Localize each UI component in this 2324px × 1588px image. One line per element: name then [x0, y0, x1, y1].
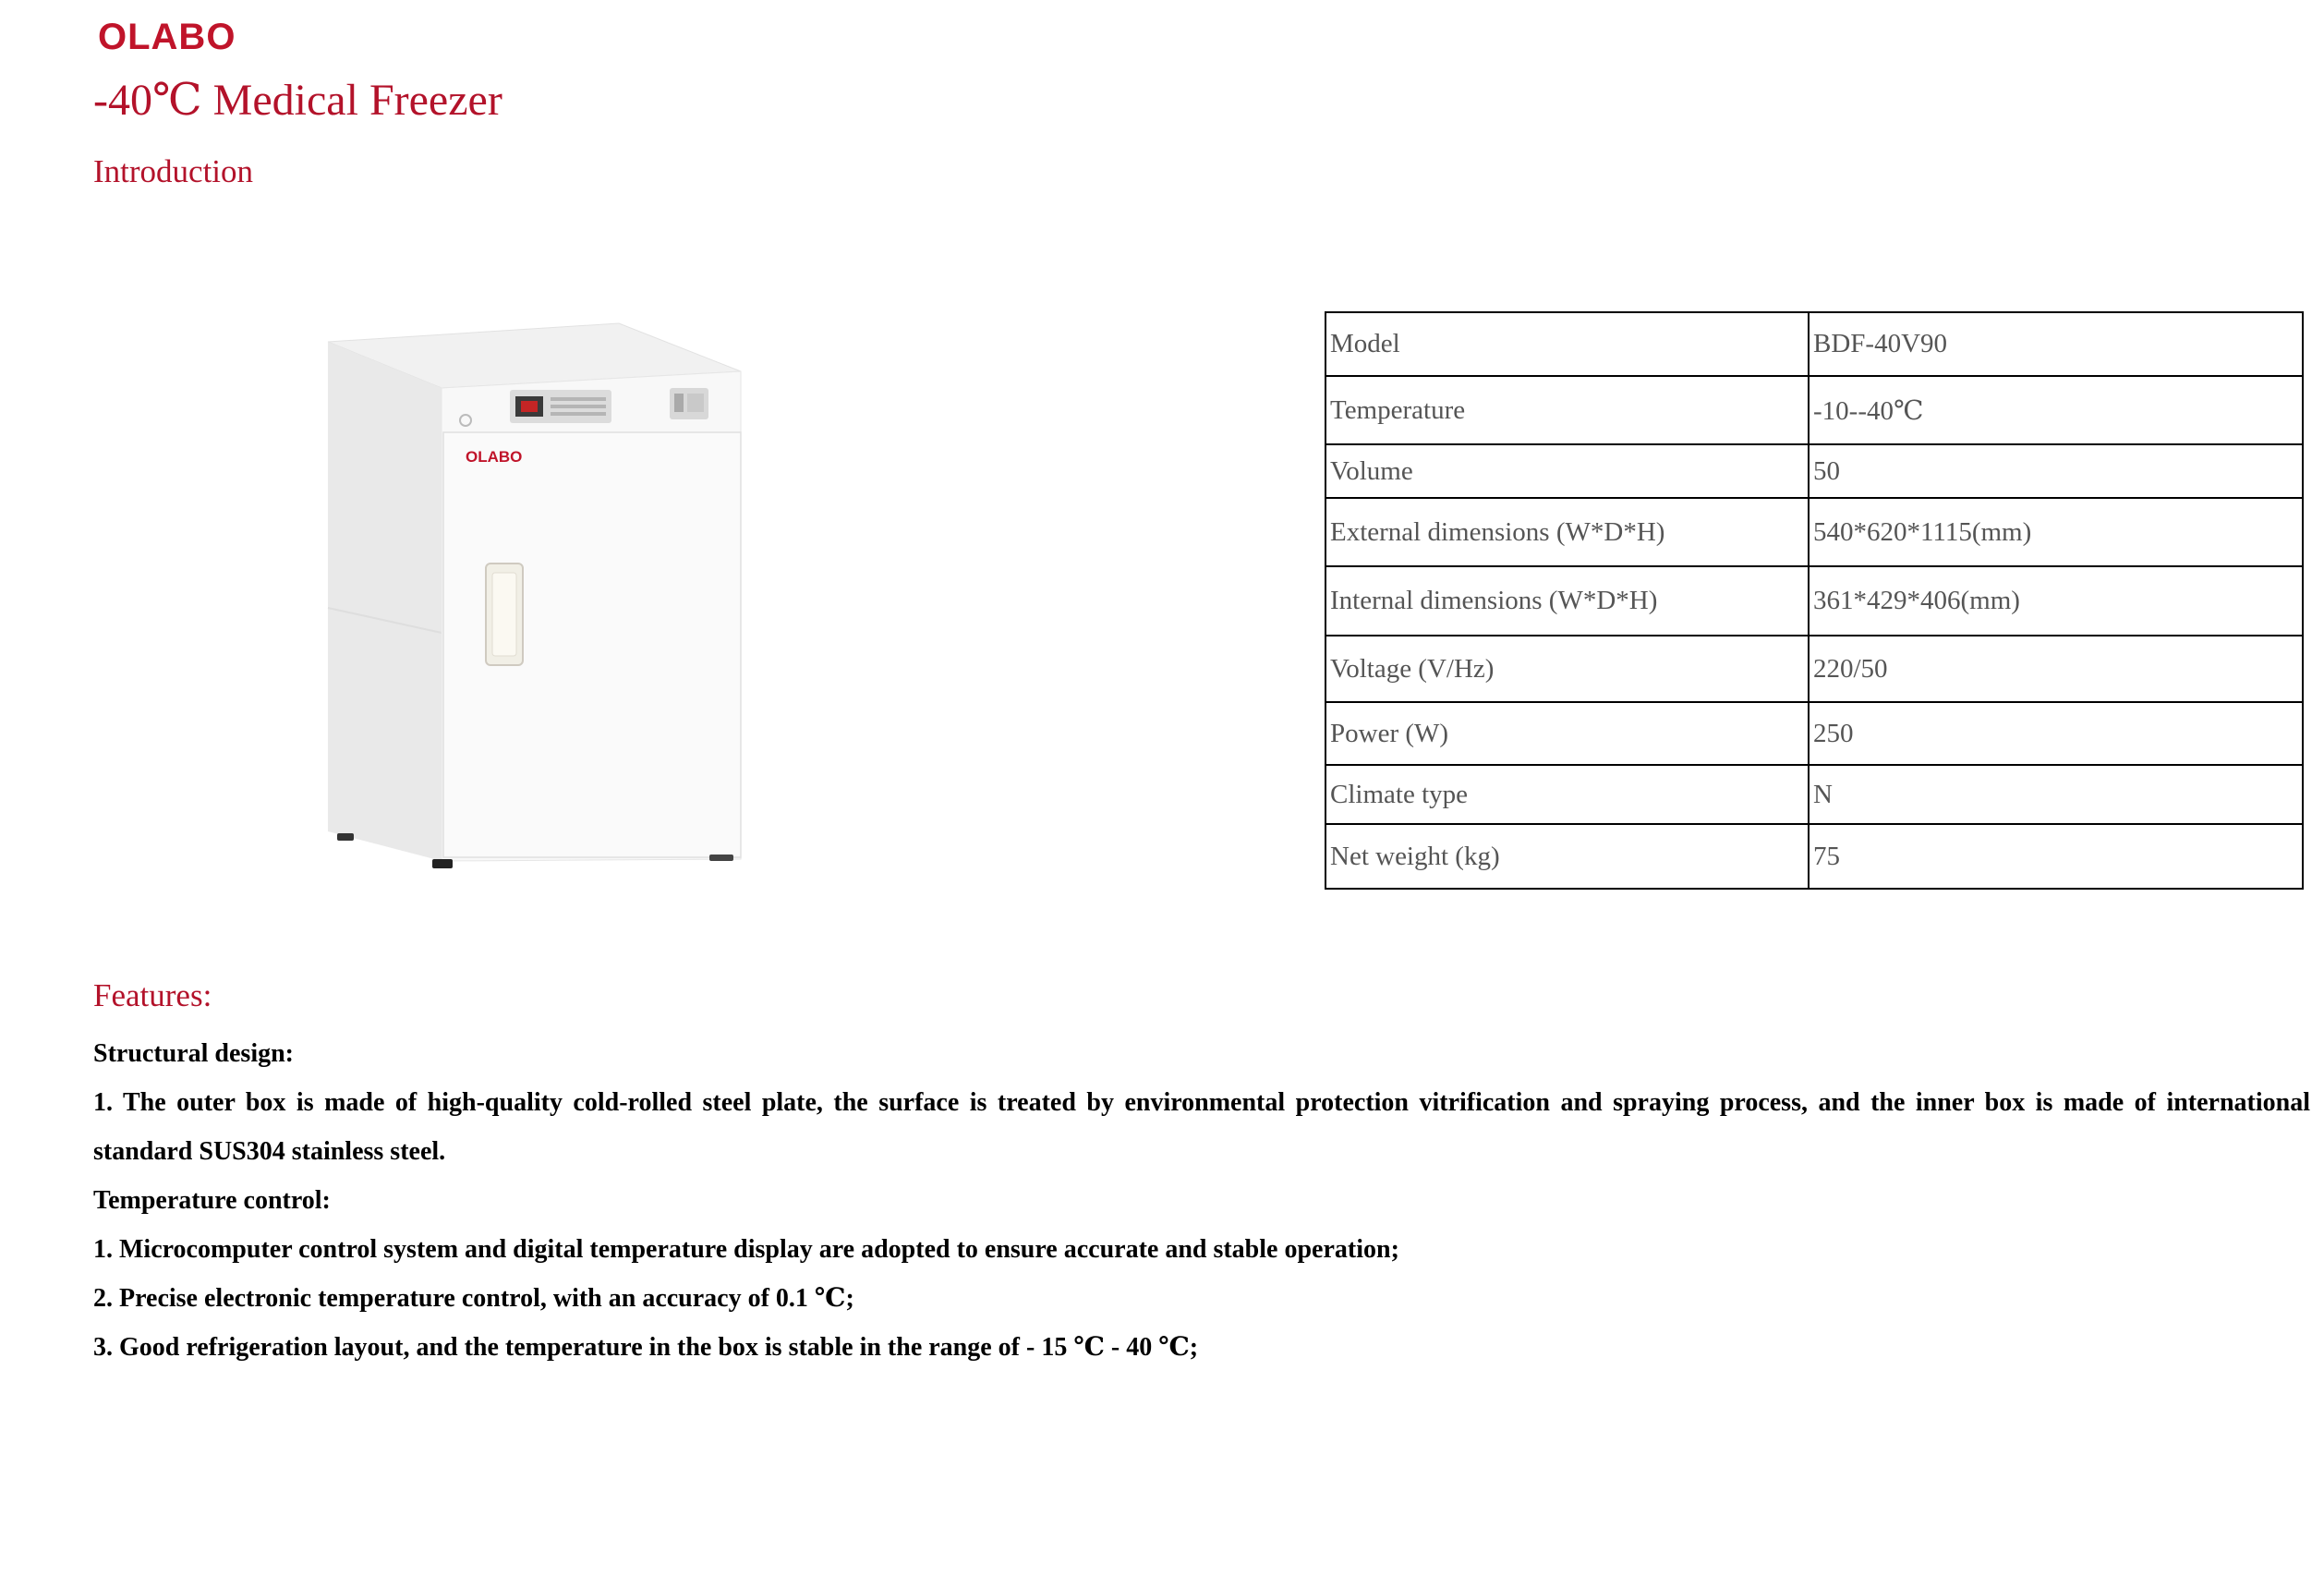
spec-label: External dimensions (W*D*H)	[1325, 498, 1809, 566]
spec-value: BDF-40V90	[1809, 312, 2303, 376]
features-list	[93, 1029, 2310, 1372]
product-image	[314, 314, 757, 887]
spec-label: Volume	[1325, 444, 1809, 498]
spec-value: 361*429*406(mm)	[1809, 566, 2303, 636]
spec-value: 540*620*1115(mm)	[1809, 498, 2303, 566]
spec-label: Climate type	[1325, 765, 1809, 824]
table-row	[1325, 376, 2303, 444]
spec-value: 220/50	[1809, 636, 2303, 702]
spec-value: 75	[1809, 824, 2303, 889]
spec-value: N	[1809, 765, 2303, 824]
page-title: -40℃ Medical Freezer	[93, 76, 502, 125]
table-row	[1325, 566, 2303, 636]
structural-item-1: 1. The outer box is made of high-quality cold-rolled steel plate, the surface is treated by environmental protection vitrification and spraying process, and the inner box is made of international	[93, 1088, 2310, 1117]
brand-logo: OLABO	[98, 17, 236, 57]
table-row	[1325, 765, 2303, 824]
structural-item-1-cont: standard SUS304 stainless steel.	[93, 1137, 446, 1166]
table-row	[1325, 702, 2303, 765]
table-row	[1325, 636, 2303, 702]
features-heading: Features:	[93, 977, 212, 1013]
spec-label: Internal dimensions (W*D*H)	[1325, 566, 1809, 636]
spec-label: Voltage (V/Hz)	[1325, 636, 1809, 702]
spec-label: Model	[1325, 312, 1809, 376]
temperature-item-2: 2. Precise electronic temperature control, with an accuracy of 0.1 ℃;	[93, 1284, 854, 1313]
temperature-item-3: 3. Good refrigeration layout, and the temperature in the box is stable in the range of - 15 ℃ - 40 ℃;	[93, 1333, 1199, 1362]
temperature-control-heading: Temperature control:	[93, 1186, 331, 1215]
section-introduction: Introduction	[93, 153, 254, 189]
table-row	[1325, 498, 2303, 566]
table-row	[1325, 312, 2303, 376]
spec-label: Temperature	[1325, 376, 1809, 444]
spec-value: 250	[1809, 702, 2303, 765]
table-row	[1325, 824, 2303, 889]
spec-table	[1325, 311, 2304, 890]
spec-value: 50	[1809, 444, 2303, 498]
structural-design-heading: Structural design:	[93, 1039, 294, 1068]
door-brand-label: OLABO	[466, 448, 523, 466]
spec-label: Net weight (kg)	[1325, 824, 1809, 889]
spec-label: Power (W)	[1325, 702, 1809, 765]
temperature-item-1: 1. Microcomputer control system and digital temperature display are adopted to ensure accurate and stable operation;	[93, 1235, 1399, 1264]
table-row	[1325, 444, 2303, 498]
spec-value: -10--40℃	[1809, 376, 2303, 444]
